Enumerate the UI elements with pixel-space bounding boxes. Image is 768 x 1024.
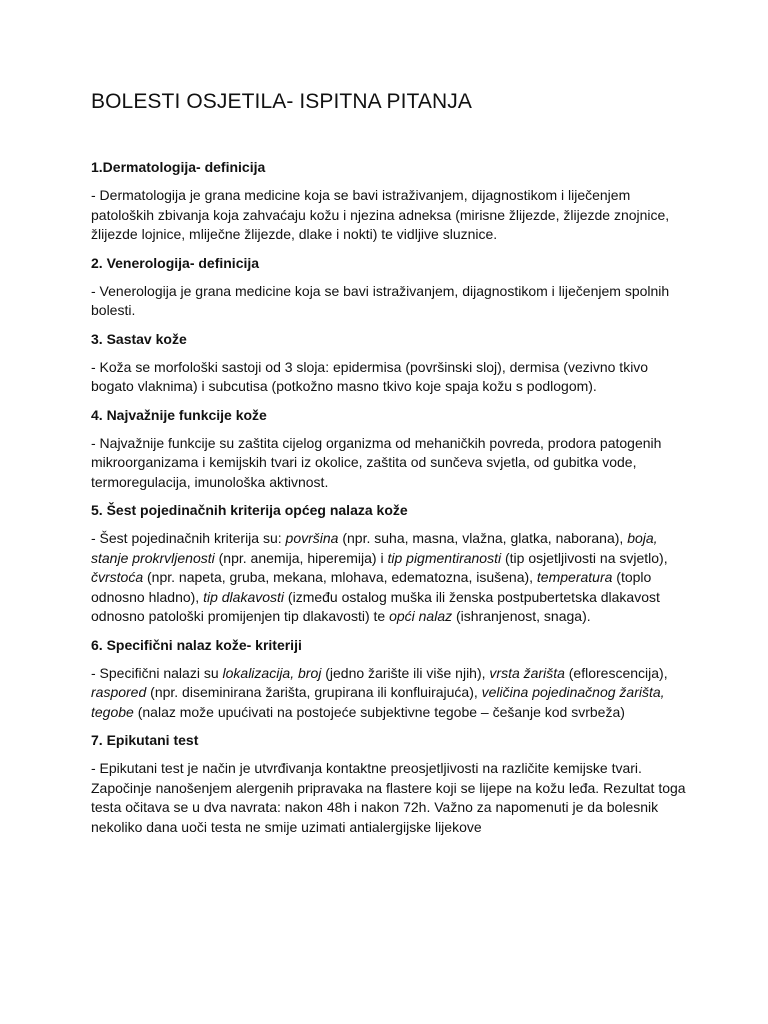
question-section	[91, 330, 691, 397]
question-answer	[91, 759, 691, 837]
answer-term: temperatura	[536, 569, 613, 585]
answer-term: veličina pojedinačnog žarišta, tegobe	[91, 684, 665, 720]
answer-term: tip pigmentiranosti	[387, 549, 502, 566]
question-section	[91, 158, 691, 245]
answer-text: - Specifični nalazi su	[91, 664, 223, 681]
question-heading: 1.Dermatologija- definicija	[91, 159, 266, 175]
answer-term: tip dlakavosti	[203, 588, 285, 605]
answer-text: - Dermatologija je grana medicine koja se bavi istraživanjem, dijagnostikom i liječenjem patoloških zbivanja koja zahvaćaju kožu i njezina adneksa (mirisne žlijezde, žlijezde znojnice, žlijezde lojnice, mliječne žlijezde, dlake i nokti) te vidljive sluznice.	[91, 187, 670, 242]
document-page	[91, 90, 691, 846]
answer-text: - Venerologija je grana medicine koja se bavi istraživanjem, dijagnostikom i liječenjem spolnih bolesti.	[91, 282, 670, 318]
question-heading: 5. Šest pojedinačnih kriterija općeg nalaza kože	[91, 502, 408, 518]
answer-text: - Najvažnije funkcije su zaštita cijelog organizma od mehaničkih povreda, prodora patogenih mikroorganizama i kemijskih tvari iz okolice, zaštita od sunčeva svjetla, od gubitka vode, termoregulacija, imunološka aktivnost.	[91, 434, 662, 490]
question-answer	[91, 664, 691, 723]
answer-text: (npr. napeta, gruba, mekana, mlohava, edematozna, isušena),	[143, 569, 537, 585]
question-section	[91, 501, 691, 627]
question-answer	[91, 529, 691, 627]
question-heading: 2. Venerologija- definicija	[91, 254, 260, 271]
answer-term: boja, stanje prokrvljenosti	[91, 530, 658, 566]
question-list	[91, 158, 691, 837]
answer-text: - Epikutani test je način je utvrđivanja kontaktne preosjetljivosti na različite kemijske tvari. Započinje nanošenjem alergenih pripravaka na flastere koji se lijepe na kožu leđa. Rezultat toga testa očitava se u dva navrata: nakon 48h i nakon 72h. Važno za napomenuti je da bolesnik nekoliko dana uoči testa ne smije uzimati antialergijske lijekove	[91, 760, 686, 835]
answer-text: - Koža se morfološki sastoji od 3 sloja: epidermisa (površinski sloj), dermisa (vezivno tkivo bogato vlaknima) i subcutisa (potkožno masno tkivo koje spaja kožu s podlogom).	[91, 358, 649, 394]
question-heading: 4. Najvažnije funkcije kože	[91, 406, 267, 423]
question-answer	[91, 186, 691, 245]
question-section	[91, 406, 691, 493]
answer-term: lokalizacija, broj	[222, 664, 322, 681]
answer-text: - Šest pojedinačnih kriterija su:	[91, 530, 286, 546]
answer-text: (toplo odnosno hladno),	[91, 569, 652, 605]
answer-text: (eflorescencija),	[564, 664, 668, 681]
answer-term: raspored	[91, 684, 147, 700]
question-answer	[91, 358, 691, 397]
answer-text: (nalaz može upućivati na postojeće subjektivne tegobe – češanje kod svrbeža)	[133, 703, 625, 720]
answer-term: vrsta žarišta	[489, 664, 565, 681]
answer-text: (ishranjenost, snaga).	[452, 608, 591, 624]
question-section	[91, 636, 691, 723]
question-heading: 7. Epikutani test	[91, 732, 199, 748]
document-title: BOLESTI OSJETILA- ISPITNA PITANJA	[91, 90, 473, 113]
question-heading: 6. Specifični nalaz kože- kriteriji	[91, 636, 302, 653]
question-answer	[91, 282, 691, 321]
answer-text: (jedno žarište ili više njih),	[321, 664, 490, 681]
answer-term: čvrstoća	[91, 569, 144, 585]
answer-text: (tip osjetljivosti na svjetlo),	[501, 549, 668, 566]
answer-term: površina	[285, 530, 339, 546]
answer-term: opći nalaz	[389, 608, 453, 624]
answer-text: (između ostalog muška ili ženska postpubertetska dlakavost odnosno patološki promijenjen tip dlakavosti) te	[91, 588, 660, 624]
answer-text: (npr. diseminirana žarišta, grupirana ili konfluirajuća),	[146, 684, 482, 700]
question-section	[91, 254, 691, 321]
question-heading: 3. Sastav kože	[91, 330, 187, 347]
question-section	[91, 731, 691, 837]
answer-text: (npr. suha, masna, vlažna, glatka, naborana),	[338, 530, 628, 546]
question-answer	[91, 434, 691, 493]
answer-text: (npr. anemija, hiperemija) i	[214, 549, 388, 566]
